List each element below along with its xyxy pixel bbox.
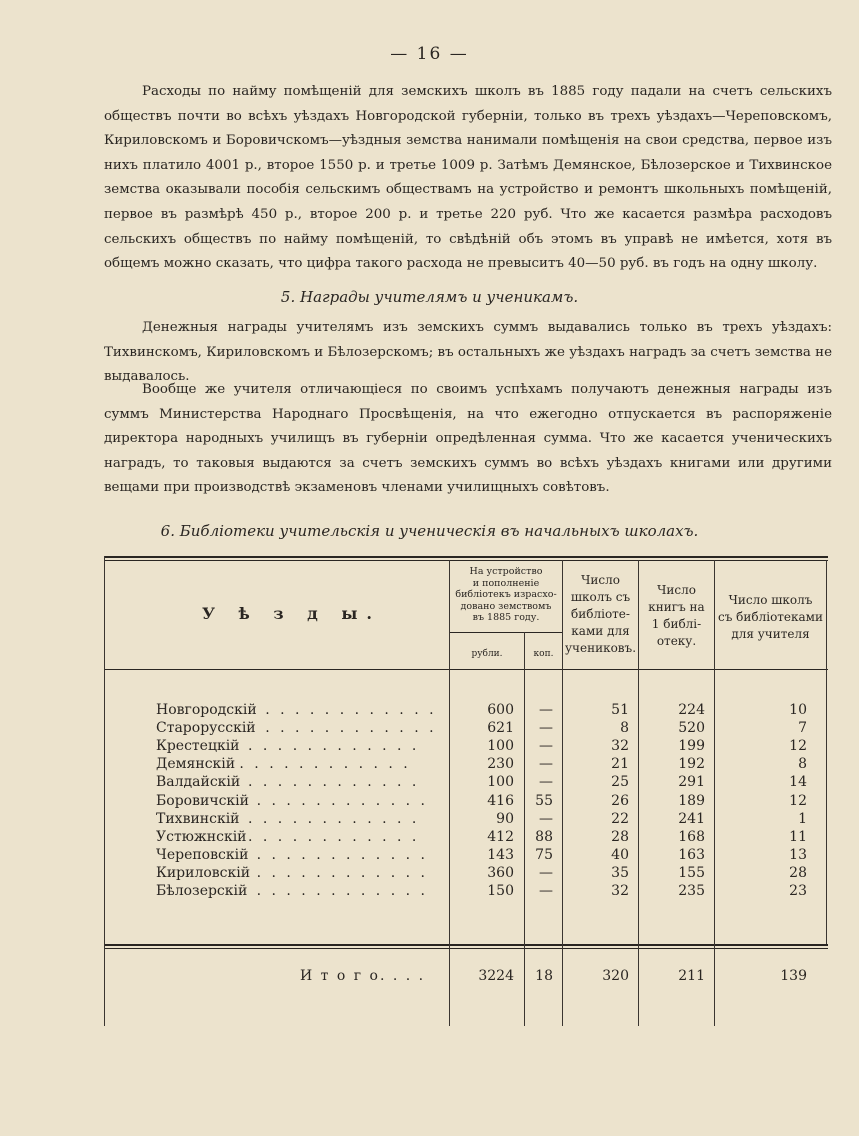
cell-books: 520 bbox=[678, 720, 705, 737]
leader-dots: . . . . . . . . . . . . bbox=[256, 846, 428, 863]
cell-books: 163 bbox=[678, 846, 705, 863]
cell-kop: — bbox=[539, 864, 553, 881]
table-row bbox=[104, 702, 828, 720]
cell-teachers: 23 bbox=[789, 883, 807, 899]
leader-dots: . . . . . . . . . . . . bbox=[248, 738, 420, 755]
cell-kop: 55 bbox=[535, 792, 553, 809]
total-kop: 18 bbox=[535, 968, 553, 984]
cell-rub: 100 bbox=[487, 738, 514, 755]
cell-books: 224 bbox=[678, 702, 705, 718]
table-row bbox=[104, 774, 828, 792]
leader-dots: . . . . . . . . . . . . bbox=[248, 810, 420, 827]
cell-uezd-name: Череповскій bbox=[156, 846, 249, 863]
total-rub: 3224 bbox=[478, 968, 514, 984]
cell-rub: 360 bbox=[487, 864, 514, 881]
paragraph-school-rent: Расходы по найму помѣщеній для земскихъ школъ въ 1885 году падали на счетъ сельскихъ обществъ почти во всѣхъ уѣздахъ Новгородской губерніи, только въ трехъ уѣздахъ—Череповскомъ, Кириловскомъ и Боровичскомъ—уѣздныя земства нанимали помѣщенія на свои средства, первое изъ нихъ платило 4001 р., второе 1550 р. и третье 1009 р. Затѣмъ Демянское, Бѣлозерское и Тихвинское земства оказывали пособія сельскимъ обществамъ на устройство и ремонтъ школьныхъ помѣщеній, первое въ размѣрѣ 450 р., второе 200 р. и третье 220 руб. Что же касается размѣра расходовъ сельскихъ обществъ по найму помѣщеній, то свѣдѣній объ этомъ въ управѣ не имѣется, хотя въ общемъ можно сказать, что цифра такого расхода не превыситъ 40—50 руб. въ годъ на одну школу. bbox=[104, 84, 832, 272]
cell-schools: 40 bbox=[611, 846, 629, 863]
total-label: И т о г о. . . . bbox=[300, 968, 426, 984]
cell-rub: 600 bbox=[487, 702, 514, 718]
header-kop: коп. bbox=[533, 649, 554, 659]
subheader-rule bbox=[450, 632, 562, 633]
cell-rub: 143 bbox=[487, 846, 514, 863]
cell-rub: 100 bbox=[487, 774, 514, 791]
cell-schools: 35 bbox=[611, 864, 629, 881]
header-schools-teachers: Число школъ съ библіотеками для учителя bbox=[717, 593, 824, 641]
cell-rub: 412 bbox=[487, 828, 514, 845]
cell-teachers: 11 bbox=[789, 828, 807, 845]
leader-dots: . . . . . . . . . . . . bbox=[239, 756, 411, 773]
cell-kop: — bbox=[539, 702, 553, 718]
cell-books: 199 bbox=[678, 738, 705, 755]
cell-uezd-name: Демянскій bbox=[156, 756, 236, 773]
cell-teachers: 10 bbox=[789, 702, 807, 718]
cell-uezd-name: Крестецкій bbox=[156, 738, 240, 755]
paragraph-teacher-awards: Денежныя награды учителямъ изъ земскихъ суммъ выдавались только въ трехъ уѣздахъ: Тихвинскомъ, Кириловскомъ и Бѣлозерскомъ; въ остальныхъ же уѣздахъ наградъ за счетъ земства не выдавалось. bbox=[104, 320, 832, 385]
cell-schools: 25 bbox=[611, 774, 629, 791]
table-row bbox=[104, 829, 828, 847]
header-spent: На устройство и пополненіе библіотекъ израсхо- довано земствомъ въ 1885 году. bbox=[455, 566, 557, 623]
table-row bbox=[104, 720, 828, 738]
cell-uezd-name: Кириловскій bbox=[156, 864, 251, 881]
cell-books: 189 bbox=[678, 792, 705, 809]
cell-books: 168 bbox=[678, 828, 705, 845]
cell-schools: 21 bbox=[611, 756, 629, 773]
total-rule bbox=[104, 944, 828, 946]
cell-books: 192 bbox=[678, 756, 705, 773]
cell-kop: — bbox=[539, 738, 553, 755]
cell-uezd-name: Боровичскій bbox=[156, 792, 249, 809]
cell-kop: — bbox=[539, 720, 553, 737]
cell-uezd-name: Тихвинскій bbox=[156, 810, 240, 827]
cell-uezd-name: Устюжнскій bbox=[156, 828, 247, 845]
cell-teachers: 12 bbox=[789, 738, 807, 755]
cell-kop: 88 bbox=[535, 828, 553, 845]
leader-dots: . . . . . . . . . . . . bbox=[256, 792, 428, 809]
cell-teachers: 14 bbox=[789, 774, 807, 791]
cell-teachers: 8 bbox=[798, 756, 807, 773]
cell-rub: 416 bbox=[487, 792, 514, 809]
cell-books: 235 bbox=[678, 883, 705, 899]
cell-rub: 621 bbox=[487, 720, 514, 737]
cell-teachers: 28 bbox=[789, 864, 807, 881]
cell-schools: 32 bbox=[611, 883, 629, 899]
leader-dots: . . . . . . . . . . . . bbox=[265, 702, 437, 718]
cell-uezd-name: Старорусскій bbox=[156, 720, 256, 737]
cell-kop: — bbox=[539, 774, 553, 791]
table-row bbox=[104, 738, 828, 756]
cell-schools: 8 bbox=[620, 720, 629, 737]
cell-teachers: 12 bbox=[789, 792, 807, 809]
cell-kop: — bbox=[539, 883, 553, 899]
leader-dots: . . . . . . . . . . . . bbox=[248, 828, 420, 845]
cell-books: 155 bbox=[678, 864, 705, 881]
table-row bbox=[104, 811, 828, 829]
total-schools: 320 bbox=[602, 968, 629, 984]
table-top-rule bbox=[104, 556, 828, 558]
header-books: Число книгъ на 1 библі- отеку. bbox=[648, 583, 705, 648]
cell-schools: 22 bbox=[611, 810, 629, 827]
cell-teachers: 7 bbox=[798, 720, 807, 737]
cell-kop: — bbox=[539, 810, 553, 827]
cell-rub: 230 bbox=[487, 756, 514, 773]
header-schools-students: Число школъ съ библіоте- ками для учениковъ. bbox=[564, 573, 637, 655]
cell-schools: 51 bbox=[611, 702, 629, 718]
cell-uezd-name: Валдайскій bbox=[156, 774, 241, 791]
total-rule-thin bbox=[104, 948, 828, 949]
leader-dots: . . . . . . . . . . . . bbox=[265, 720, 437, 737]
section-heading-6: 6. Библіотеки учительскія и ученическія въ начальныхъ школахъ. bbox=[160, 522, 699, 540]
cell-schools: 26 bbox=[611, 792, 629, 809]
paragraph-student-awards: Вообще же учителя отличающіеся по своимъ успѣхамъ получаютъ денежныя награды изъ суммъ Министерства Народнаго Просвѣщенія, на что ежегодно отпускается въ распоряженіе директора народныхъ училищъ въ губерніи опредѣленная сумма. Что же касается ученическихъ наградъ, то таковыя выдаются за счетъ земскихъ суммъ во всѣхъ уѣздахъ книгами или другими вещами при производствѣ экзаменовъ членами училищныхъ совѣтовъ. bbox=[104, 382, 832, 496]
cell-teachers: 1 bbox=[798, 810, 807, 827]
section-heading-5: 5. Награды учителямъ и ученикамъ. bbox=[280, 288, 579, 306]
cell-rub: 90 bbox=[496, 810, 514, 827]
table-top-rule-thin bbox=[104, 560, 828, 561]
header-rub: рубли. bbox=[471, 649, 503, 659]
table-row bbox=[104, 756, 828, 774]
cell-uezd-name: Новгородскій bbox=[156, 702, 257, 718]
cell-books: 241 bbox=[678, 810, 705, 827]
cell-schools: 32 bbox=[611, 738, 629, 755]
table-row bbox=[104, 883, 828, 901]
total-teachers: 139 bbox=[780, 968, 807, 984]
cell-kop: 75 bbox=[535, 846, 553, 863]
leader-dots: . . . . . . . . . . . . bbox=[248, 774, 420, 791]
header-bottom-rule bbox=[104, 669, 828, 670]
cell-books: 291 bbox=[678, 774, 705, 791]
libraries-table bbox=[104, 556, 828, 1026]
leader-dots: . . . . . . . . . . . . bbox=[256, 883, 428, 899]
cell-rub: 150 bbox=[487, 883, 514, 899]
table-row bbox=[104, 847, 828, 865]
cell-uezd-name: Бѣлозерскій bbox=[156, 883, 248, 899]
cell-schools: 28 bbox=[611, 828, 629, 845]
page-number: — 16 — bbox=[390, 44, 469, 64]
leader-dots: . . . . . . . . . . . . bbox=[256, 864, 428, 881]
cell-teachers: 13 bbox=[789, 846, 807, 863]
total-books: 211 bbox=[678, 968, 705, 984]
header-uezdy: У ѣ з д ы. bbox=[202, 604, 381, 623]
table-row bbox=[104, 865, 828, 883]
table-row bbox=[104, 793, 828, 811]
cell-kop: — bbox=[539, 756, 553, 773]
